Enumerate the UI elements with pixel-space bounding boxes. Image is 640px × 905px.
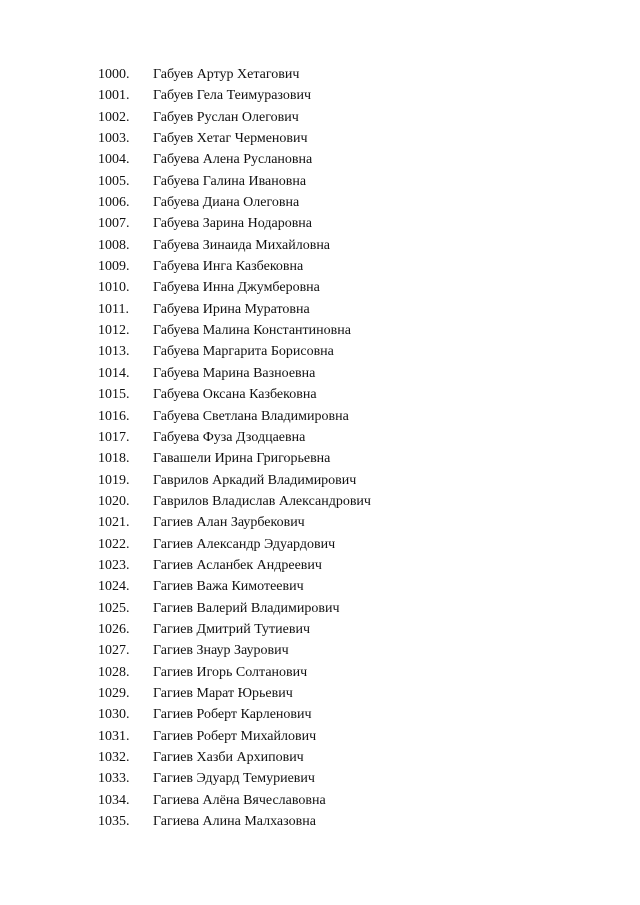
list-item [98, 598, 371, 619]
entry-number: 1008. [98, 237, 130, 253]
entry-full-name: Гагиев Знаур Заурович [153, 643, 289, 659]
list-item [98, 768, 371, 789]
entry-number: 1016. [98, 408, 130, 424]
list-item [98, 619, 371, 640]
list-item [98, 85, 371, 106]
list-item [98, 555, 371, 576]
entry-full-name: Габуева Зинаида Михайловна [153, 237, 331, 253]
list-item [98, 512, 371, 533]
entry-full-name: Габуев Хетаг Черменович [153, 131, 308, 147]
entry-number: 1009. [98, 259, 130, 275]
entry-number: 1001. [98, 88, 130, 104]
entry-number: 1021. [98, 515, 130, 531]
entry-full-name: Гагиев Роберт Михайлович [153, 728, 317, 744]
entry-number: 1002. [98, 109, 130, 125]
entry-full-name: Гагиев Алан Заурбекович [153, 515, 305, 531]
list-item [98, 341, 371, 362]
entry-number: 1013. [98, 344, 130, 360]
entry-full-name: Гагиев Игорь Солтанович [153, 664, 308, 680]
list-item [98, 406, 371, 427]
entry-full-name: Гаврилов Аркадий Владимирович [153, 472, 357, 488]
entry-number: 1031. [98, 728, 130, 744]
entry-full-name: Габуева Светлана Владимировна [153, 408, 349, 424]
entry-full-name: Гагиева Алина Малхазовна [153, 814, 316, 830]
list-item [98, 299, 371, 320]
entry-full-name: Гагиев Александр Эдуардович [153, 536, 336, 552]
name-list [98, 64, 371, 832]
entry-full-name: Габуева Галина Ивановна [153, 173, 307, 189]
entry-number: 1035. [98, 814, 130, 830]
entry-full-name: Гагиев Хазби Архипович [153, 750, 304, 765]
entry-full-name: Габуева Инна Джумберовна [153, 280, 320, 296]
list-item [98, 534, 371, 555]
list-item [98, 576, 371, 597]
list-item [98, 683, 371, 704]
entry-full-name: Гагиев Роберт Карленович [153, 707, 312, 723]
list-item [98, 149, 371, 170]
list-item [98, 235, 371, 256]
entry-number: 1015. [98, 387, 130, 403]
list-item [98, 662, 371, 683]
entry-full-name: Габуев Руслан Олегович [153, 109, 299, 125]
entry-full-name: Габуева Фуза Дзодцаевна [153, 429, 306, 445]
entry-number: 1006. [98, 195, 130, 211]
entry-full-name: Габуева Марина Вазноевна [153, 365, 316, 381]
entry-number: 1019. [98, 472, 130, 488]
entry-full-name: Габуева Оксана Казбековна [153, 387, 317, 403]
entry-number: 1022. [98, 536, 130, 552]
entry-number: 1004. [98, 152, 130, 168]
entry-full-name: Гагиев Дмитрий Тутиевич [153, 621, 311, 637]
list-item [98, 811, 371, 832]
list-item [98, 448, 371, 469]
entry-full-name: Габуева Диана Олеговна [153, 195, 300, 211]
entry-full-name: Гагиев Асланбек Андреевич [153, 557, 322, 573]
entry-number: 1025. [98, 600, 130, 616]
entry-full-name: Габуева Зарина Нодаровна [153, 216, 313, 232]
entry-number: 1020. [98, 493, 130, 509]
entry-number: 1030. [98, 707, 130, 723]
list-item [98, 213, 371, 234]
list-item [98, 277, 371, 298]
entry-number: 1032. [98, 750, 130, 765]
list-item [98, 192, 371, 213]
entry-full-name: Габуева Ирина Муратовна [153, 301, 310, 317]
entry-number: 1011. [98, 301, 129, 317]
entry-full-name: Гаврилов Владислав Александрович [153, 493, 371, 509]
list-item [98, 747, 371, 768]
entry-number: 1000. [98, 67, 130, 82]
list-item [98, 790, 371, 811]
entry-number: 1027. [98, 643, 130, 659]
list-item [98, 470, 371, 491]
entry-number: 1017. [98, 429, 130, 445]
list-item [98, 384, 371, 405]
list-item [98, 171, 371, 192]
entry-full-name: Габуев Артур Хетагович [153, 67, 300, 82]
entry-number: 1018. [98, 451, 130, 467]
list-item [98, 320, 371, 341]
entry-number: 1003. [98, 131, 130, 147]
list-item [98, 427, 371, 448]
list-item [98, 256, 371, 277]
entry-full-name: Гагиев Эдуард Темуриевич [153, 771, 315, 787]
entry-full-name: Габуев Гела Теимуразович [153, 88, 312, 104]
list-item [98, 640, 371, 661]
entry-full-name: Гагиев Важа Кимотеевич [153, 579, 304, 595]
entry-number: 1007. [98, 216, 130, 232]
entry-number: 1028. [98, 664, 130, 680]
entry-full-name: Гагиева Алёна Вячеславовна [153, 792, 326, 808]
entry-number: 1010. [98, 280, 130, 296]
entry-number: 1005. [98, 173, 130, 189]
entry-number: 1026. [98, 621, 130, 637]
list-item [98, 128, 371, 149]
list-item [98, 363, 371, 384]
entry-number: 1012. [98, 323, 130, 339]
entry-full-name: Габуева Малина Константиновна [153, 323, 351, 339]
list-item [98, 107, 371, 128]
entry-full-name: Гагиев Марат Юрьевич [153, 685, 293, 701]
list-item [98, 726, 371, 747]
entry-number: 1034. [98, 792, 130, 808]
entry-full-name: Габуева Инга Казбековна [153, 259, 304, 275]
entry-full-name: Габуева Маргарита Борисовна [153, 344, 334, 360]
entry-number: 1029. [98, 685, 130, 701]
entry-full-name: Гагиев Валерий Владимирович [153, 600, 340, 616]
list-item [98, 704, 371, 725]
entry-number: 1014. [98, 365, 130, 381]
list-item [98, 64, 371, 85]
entry-full-name: Гавашели Ирина Григорьевна [153, 451, 331, 467]
entry-number: 1033. [98, 771, 130, 787]
entry-number: 1023. [98, 557, 130, 573]
entry-number: 1024. [98, 579, 130, 595]
entry-full-name: Габуева Алена Руслановна [153, 152, 313, 168]
list-item [98, 491, 371, 512]
